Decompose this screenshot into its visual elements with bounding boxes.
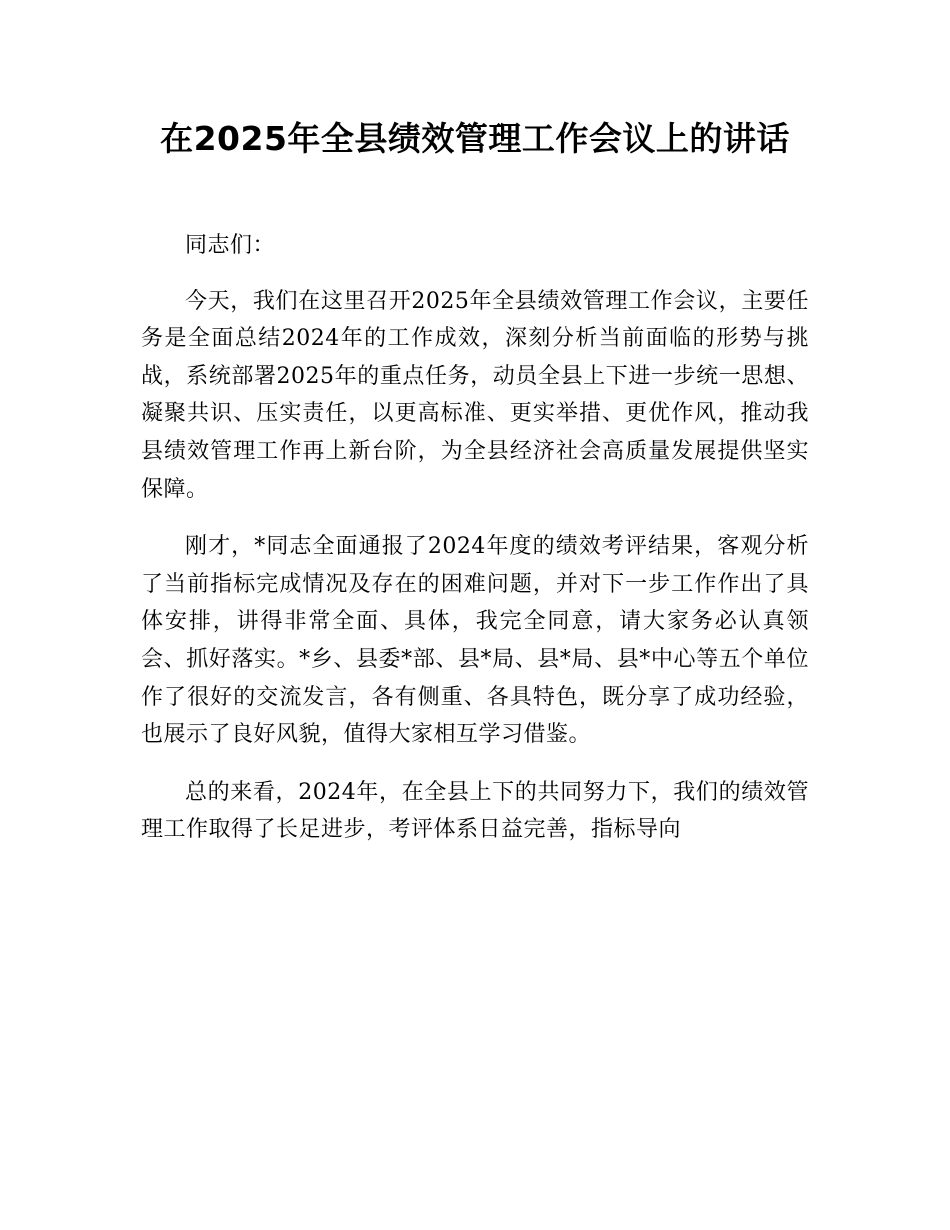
document-body [141, 227, 809, 869]
paragraph-review: 刚才，*同志全面通报了2024年度的绩效考评结果，客观分析了当前指标完成情况及存在的困难问题，并对下一步工作作出了具体安排，讲得非常全面、具体，我完全同意，请大家务必认真领会、抓好落实。*乡、县委*部、县*局、县*局、县*中心等五个单位作了很好的交流发言，各有侧重、各具特色，既分享了成功经验，也展示了良好风貌，值得大家相互学习借鉴。 [141, 534, 809, 748]
salutation: 同志们： [185, 233, 276, 258]
document-title: 在2025年全县绩效管理工作会议上的讲话 [160, 119, 790, 158]
paragraph-summary: 总的来看，2024年，在全县上下的共同努力下，我们的绩效管理工作取得了长足进步，考评体系日益完善，指标导向 [141, 779, 809, 843]
paragraph-opening: 今天，我们在这里召开2025年全县绩效管理工作会议，主要任务是全面总结2024年的工作成效，深刻分析当前面临的形势与挑战，系统部署2025年的重点任务，动员全县上下进一步统一思想、凝聚共识、压实责任，以更高标准、更实举措、更优作风，推动我县绩效管理工作再上新台阶，为全县经济社会高质量发展提供坚实保障。 [141, 288, 809, 502]
